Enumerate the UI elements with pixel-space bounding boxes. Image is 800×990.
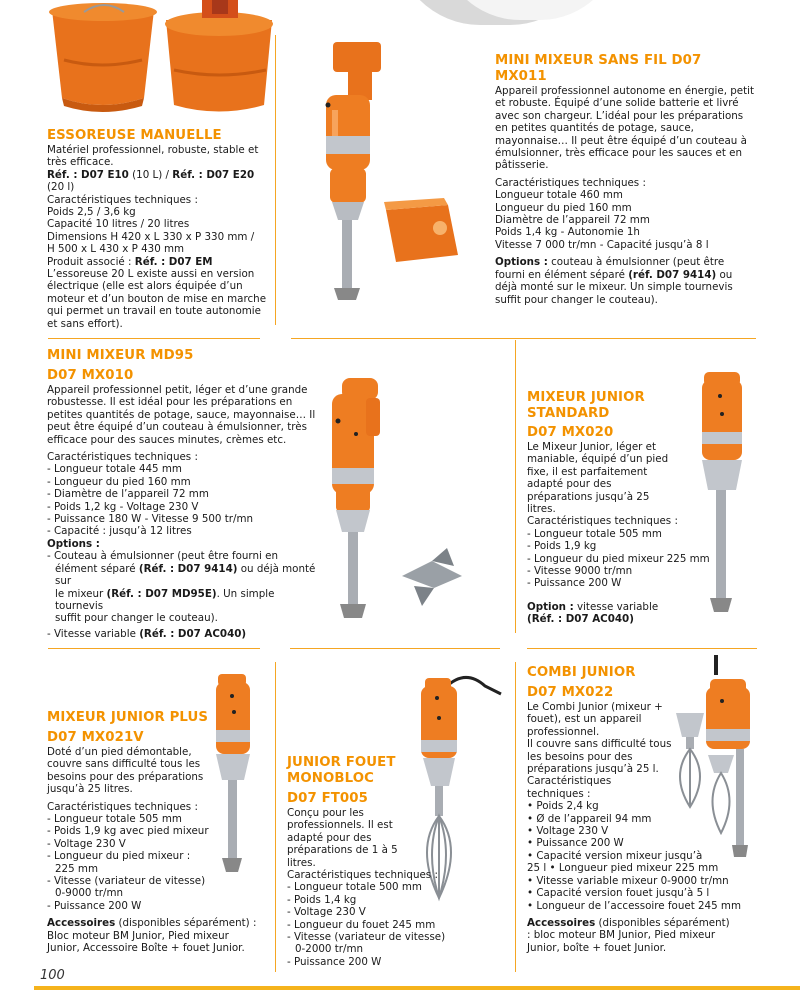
md95-option-d: suffit pour changer le couteau). <box>55 612 218 625</box>
combi-bullet: • Voltage 230 V <box>527 825 609 838</box>
cordless-mixer-block <box>495 53 755 306</box>
cordless-mixer-title: MINI MIXEUR SANS FIL D07 MX011 <box>495 53 702 84</box>
junior-standard-line: - Longueur totale 505 mm <box>527 527 662 540</box>
whisk-line: - Vitesse (variateur de vitesse) <box>287 931 446 944</box>
junior-plus-desc: Doté d’un pied démontable, couvre sans difficulté tous les besoins pour des préparations jusqu’à 25 litres. <box>47 746 204 796</box>
junior-plus-line: 0-9000 tr/mn <box>55 887 124 900</box>
whisk-ref-title: D07 FT005 <box>287 791 368 806</box>
junior-standard-title-2: STANDARD <box>527 406 610 421</box>
junior-standard-option: Option : vitesse variable <box>527 600 659 613</box>
combi-desc-2: Il couvre sans difficulté tous les besoins pour des préparations jusqu’à 25 l. <box>527 738 672 776</box>
cordless-mixer-options: Options : couteau à émulsionner (peut être fourni en élément séparé (réf. D07 9414) ou déjà monté sur le mixeur. Un simple tournevis suffit pour changer le couteau). <box>495 256 733 306</box>
combi-bullet: • Longueur de l’accessoire fouet 245 mm <box>527 899 741 912</box>
junior-plus-caract: Caractéristiques techniques : <box>47 800 198 813</box>
whisk-line: 0-2000 tr/mn <box>295 943 364 956</box>
junior-standard-caract: Caractéristiques techniques : <box>527 515 678 528</box>
section-divider <box>527 648 757 649</box>
junior-standard-block <box>527 390 727 626</box>
combi-accessories: Accessoires (disponibles séparément) : bloc moteur BM Junior, Pied mixeur Junior, boîte + fouet Junior. <box>527 916 730 954</box>
md95-line: - Diamètre de l’appareil 72 mm <box>47 488 209 501</box>
md95-option-a: - Couteau à émulsionner (peut être fourni en <box>47 550 278 563</box>
junior-plus-line: 225 mm <box>55 862 98 875</box>
essoreuse-produit: Produit associé : Réf. : D07 EM <box>47 255 213 268</box>
essoreuse-note: L’essoreuse 20 L existe aussi en version électrique (elle est alors équipée d’un moteur et d’un bouton de mise en marche qui permet un travail en toute autonomie et sans effort). <box>47 268 267 330</box>
combi-bullet: • Puissance 200 W <box>527 837 624 850</box>
whisk-title: JUNIOR FOUET <box>287 755 396 770</box>
junior-standard-line: - Longueur du pied mixeur 225 mm <box>527 552 710 565</box>
md95-line: - Puissance 180 W - Vitesse 9 500 tr/mn <box>47 513 254 526</box>
whisk-line: - Longueur du fouet 245 mm <box>287 918 436 931</box>
cordless-mixer-image <box>318 40 478 302</box>
md95-line: - Longueur du pied 160 mm <box>47 475 191 488</box>
combi-bullet: 25 l • Longueur pied mixeur 225 mm <box>527 862 719 875</box>
essoreuse-block <box>47 128 272 330</box>
md95-title: MINI MIXEUR MD95 <box>47 348 194 363</box>
md95-option-b: élément séparé (Réf. : D07 9414) ou déjà monté sur <box>55 562 316 588</box>
md95-line: - Poids 1,2 kg - Voltage 230 V <box>47 500 199 513</box>
junior-plus-line: - Vitesse (variateur de vitesse) <box>47 875 206 888</box>
junior-plus-line: - Poids 1,9 kg avec pied mixeur <box>47 825 209 838</box>
junior-plus-title: MIXEUR JUNIOR PLUS <box>47 710 209 725</box>
combi-bullet: • Ø de l’appareil 94 mm <box>527 812 652 825</box>
whisk-line: - Voltage 230 V <box>287 906 366 919</box>
cordless-mixer-desc: Appareil professionnel autonome en énergie, petit et robuste. Équipé d’une solide batterie et livré avec son chargeur. L’idéal pour les préparations en petites quantités de potage, sauce, mayonnaise… Il peut être équipé d’un couteau à émulsionner, très efficace pour les sauces et en pâtisserie. <box>495 85 755 172</box>
combi-caract: Caractéristiques <box>527 775 612 788</box>
section-divider <box>291 338 756 339</box>
whisk-line: - Poids 1,4 kg <box>287 893 357 906</box>
essoreuse-refs: Réf. : D07 E10 (10 L) / Réf. : D07 E20 (20 l) <box>47 168 255 194</box>
column-divider <box>515 340 516 633</box>
combi-bullet: • Vitesse variable mixeur 0-9000 tr/mn <box>527 874 729 887</box>
md95-option-c: le mixeur (Réf. : D07 MD95E). Un simple tournevis <box>55 587 275 612</box>
junior-plus-line: - Puissance 200 W <box>47 899 142 912</box>
md95-caract: Caractéristiques techniques : <box>47 451 198 464</box>
junior-plus-accessories: Accessoires (disponibles séparément) : Bloc moteur BM Junior, Pied mixeur Junior, Accessoire Boîte + fouet Junior. <box>47 917 257 955</box>
whisk-caract: Caractéristiques techniques : <box>287 869 438 882</box>
cordless-mixer-caract: Caractéristiques techniques : <box>495 176 646 189</box>
section-divider <box>290 648 500 649</box>
combi-bullet: • Capacité version mixeur jusqu’à <box>527 849 703 862</box>
essoreuse-title: ESSOREUSE MANUELLE <box>47 128 222 143</box>
md95-mixer-image <box>322 376 472 626</box>
md95-line: - Capacité : jusqu’à 12 litres <box>47 525 192 538</box>
junior-plus-ref-title: D07 MX021V <box>47 730 144 745</box>
md95-desc: Appareil professionnel petit, léger et d’une grande robustesse. Il est idéal pour les préparations en petites quantités de potage, sauce, mayonnaise… Il peut être équipé d’un couteau à émulsionner, très efficace pour des sauces minutes, crèmes etc. <box>47 384 316 446</box>
cordless-mixer-line: Poids 1,4 kg - Autonomie 1h <box>495 226 640 239</box>
section-divider <box>48 338 260 339</box>
essoreuse-line: H 500 x L 430 x P 430 mm <box>47 243 185 256</box>
essoreuse-line: Poids 2,5 / 3,6 kg <box>47 206 136 219</box>
cordless-mixer-line: Diamètre de l’appareil 72 mm <box>495 214 650 227</box>
md95-block <box>47 348 322 640</box>
junior-plus-block <box>47 710 257 955</box>
cordless-mixer-line: Longueur du pied 160 mm <box>495 201 632 214</box>
essoreuse-line: Dimensions H 420 x L 330 x P 330 mm / <box>47 230 255 243</box>
cordless-mixer-line: Vitesse 7 000 tr/mn - Capacité jusqu’à 8 l <box>495 238 709 251</box>
column-divider <box>275 35 276 325</box>
column-divider <box>515 662 516 972</box>
combi-bullet: • Capacité version fouet jusqu’à 5 l <box>527 887 710 900</box>
junior-plus-line: - Longueur totale 505 mm <box>47 813 182 826</box>
column-divider <box>275 662 276 972</box>
combi-title: COMBI JUNIOR <box>527 665 636 680</box>
section-divider <box>48 648 260 649</box>
cordless-mixer-line: Longueur totale 460 mm <box>495 189 623 202</box>
essoreuse-line: Capacité 10 litres / 20 litres <box>47 218 190 231</box>
combi-bullet: • Poids 2,4 kg <box>527 800 599 813</box>
junior-standard-line: - Puissance 200 W <box>527 577 622 590</box>
junior-standard-mixer-image <box>700 370 748 615</box>
md95-vitesse: - Vitesse variable (Réf. : D07 AC040) <box>47 627 247 640</box>
md95-ref-title: D07 MX010 <box>47 368 134 383</box>
junior-standard-ref-title: D07 MX020 <box>527 425 614 440</box>
junior-standard-option-ref: (Réf. : D07 AC040) <box>527 613 634 626</box>
page-number: 100 <box>40 968 65 983</box>
essoreuse-caract: Caractéristiques techniques : <box>47 193 198 206</box>
whisk-line: - Longueur totale 500 mm <box>287 881 422 894</box>
md95-options-label: Options : <box>47 537 100 550</box>
combi-block <box>527 665 762 954</box>
junior-plus-line: - Voltage 230 V <box>47 837 126 850</box>
junior-standard-title: MIXEUR JUNIOR <box>527 390 645 405</box>
junior-plus-line: - Longueur du pied mixeur : <box>47 850 191 863</box>
combi-caract-2: techniques : <box>527 787 591 800</box>
md95-line: - Longueur totale 445 mm <box>47 463 182 476</box>
salad-spinner-image <box>44 0 274 120</box>
junior-standard-desc: Le Mixeur Junior, léger et maniable, équipé d’un pied fixe, il est parfaitement adapté pour des préparations jusqu’à 25 litres. <box>527 441 669 516</box>
junior-standard-line: - Vitesse 9000 tr/mn <box>527 565 633 578</box>
essoreuse-desc: Matériel professionnel, robuste, stable et très efficace. <box>47 144 259 169</box>
whisk-line: - Puissance 200 W <box>287 955 382 968</box>
whisk-block <box>287 755 457 968</box>
junior-standard-line: - Poids 1,9 kg <box>527 540 597 553</box>
whisk-desc: Conçu pour les professionnels. Il est adapté pour des préparations de 1 à 5 litres. <box>287 807 398 869</box>
whisk-title-2: MONOBLOC <box>287 771 374 786</box>
combi-desc: Le Combi Junior (mixeur + fouet), est un appareil professionnel. <box>527 701 663 738</box>
combi-ref-title: D07 MX022 <box>527 685 614 700</box>
footer-bar <box>34 986 800 990</box>
